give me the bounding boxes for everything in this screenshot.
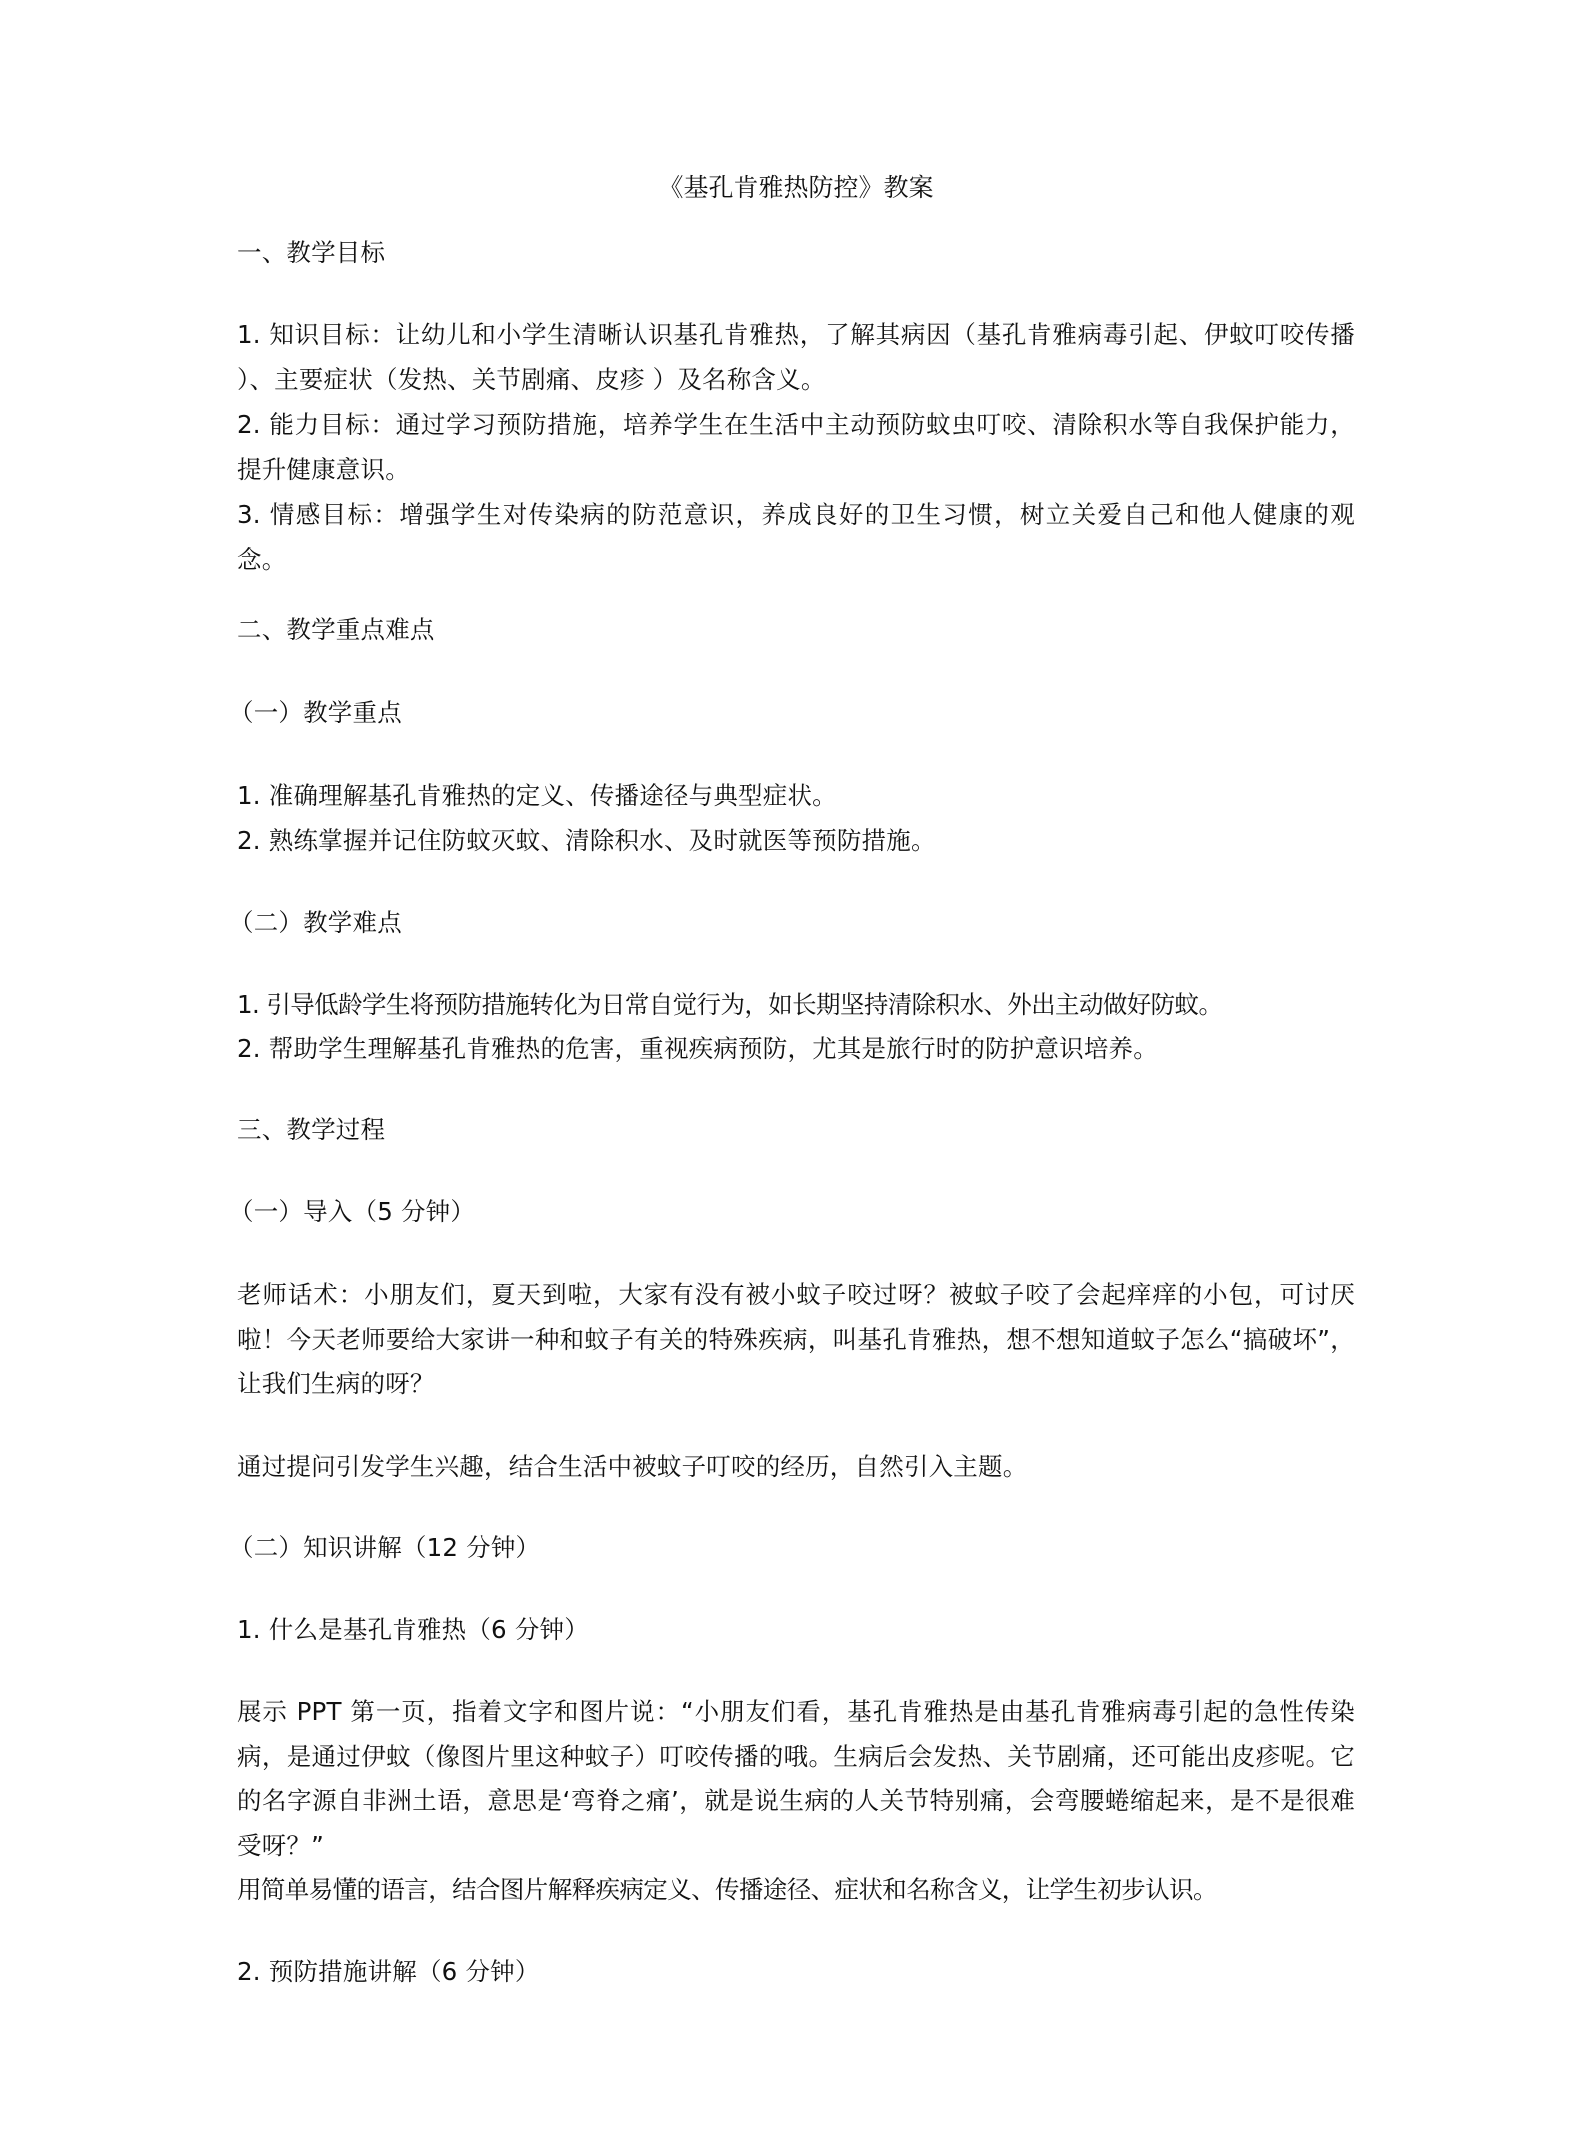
key-focus-item-2: 2. 熟练掌握并记住防蚊灭蚊、清除积水、及时就医等预防措施。	[237, 826, 936, 855]
goal-knowledge: 1. 知识目标：让幼儿和小学生清晰认识基孔肯雅热，了解其病因（基孔肯雅病毒引起、伊蚊叮咬传播 ）、主要症状（发热、关节剧痛、皮疹 ）及名称含义。	[237, 320, 1355, 394]
intro-note: 通过提问引发学生兴趣，结合生活中被蚊子叮咬的经历，自然引入主题。	[237, 1452, 1028, 1481]
subsection-heading-difficulties: （二）教学难点	[229, 908, 402, 937]
what-is-note: 用简单易懂的语言，结合图片解释疾病定义、传播途径、症状和名称含义，让学生初步认识。	[237, 1875, 1217, 1904]
section-heading-key-points: 二、教学重点难点	[237, 615, 435, 644]
intro-teacher-script: 老师话术：小朋友们，夏天到啦，大家有没有被小蚊子咬过呀？被蚊子咬了会起痒痒的小包，可讨厌啦！今天老师要给大家讲一种和蚊子有关的特殊疾病，叫基孔肯雅热，想不想知道蚊子怎么“搞破坏”，让我们生病的呀？	[237, 1280, 1355, 1398]
document-title: 《基孔肯雅热防控》教案	[658, 173, 934, 202]
key-focus-item-1: 1. 准确理解基孔肯雅热的定义、传播途径与典型症状。	[237, 781, 837, 810]
goal-emotion: 3. 情感目标：增强学生对传染病的防范意识，养成良好的卫生习惯，树立关爱自己和他人健康的观念。	[237, 500, 1355, 574]
section-heading-process: 三、教学过程	[237, 1115, 386, 1144]
difficulty-item-2: 2. 帮助学生理解基孔肯雅热的危害，重视疾病预防，尤其是旅行时的防护意识培养。	[237, 1034, 1158, 1063]
difficulty-item-1: 1. 引导低龄学生将预防措施转化为日常自觉行为，如长期坚持清除积水、外出主动做好防蚊。	[237, 990, 1223, 1019]
part-heading-prevention: 2. 预防措施讲解（6 分钟）	[237, 1957, 540, 1986]
goal-ability: 2. 能力目标：通过学习预防措施，培养学生在生活中主动预防蚊虫叮咬、清除积水等自我保护能力，提升健康意识。	[237, 410, 1355, 484]
subsection-heading-key-focus: （一）教学重点	[229, 698, 402, 727]
section-heading-teaching-goals: 一、教学目标	[237, 238, 386, 267]
subsection-heading-intro: （一）导入（5 分钟）	[229, 1197, 476, 1226]
subsection-heading-knowledge: （二）知识讲解（12 分钟）	[229, 1533, 541, 1562]
part-heading-what-is: 1. 什么是基孔肯雅热（6 分钟）	[237, 1615, 589, 1644]
what-is-script: 展示 PPT 第一页，指着文字和图片说：“小朋友们看，基孔肯雅热是由基孔肯雅病毒引起的急性传染病，是通过伊蚊（像图片里这种蚊子）叮咬传播的哦。生病后会发热、关节剧痛，还可能出皮疹呢。它的名字源自非洲土语，意思是‘弯脊之痛’，就是说生病的人关节特别痛，会弯腰蜷缩起来，是不是很难受呀？”	[237, 1697, 1355, 1860]
